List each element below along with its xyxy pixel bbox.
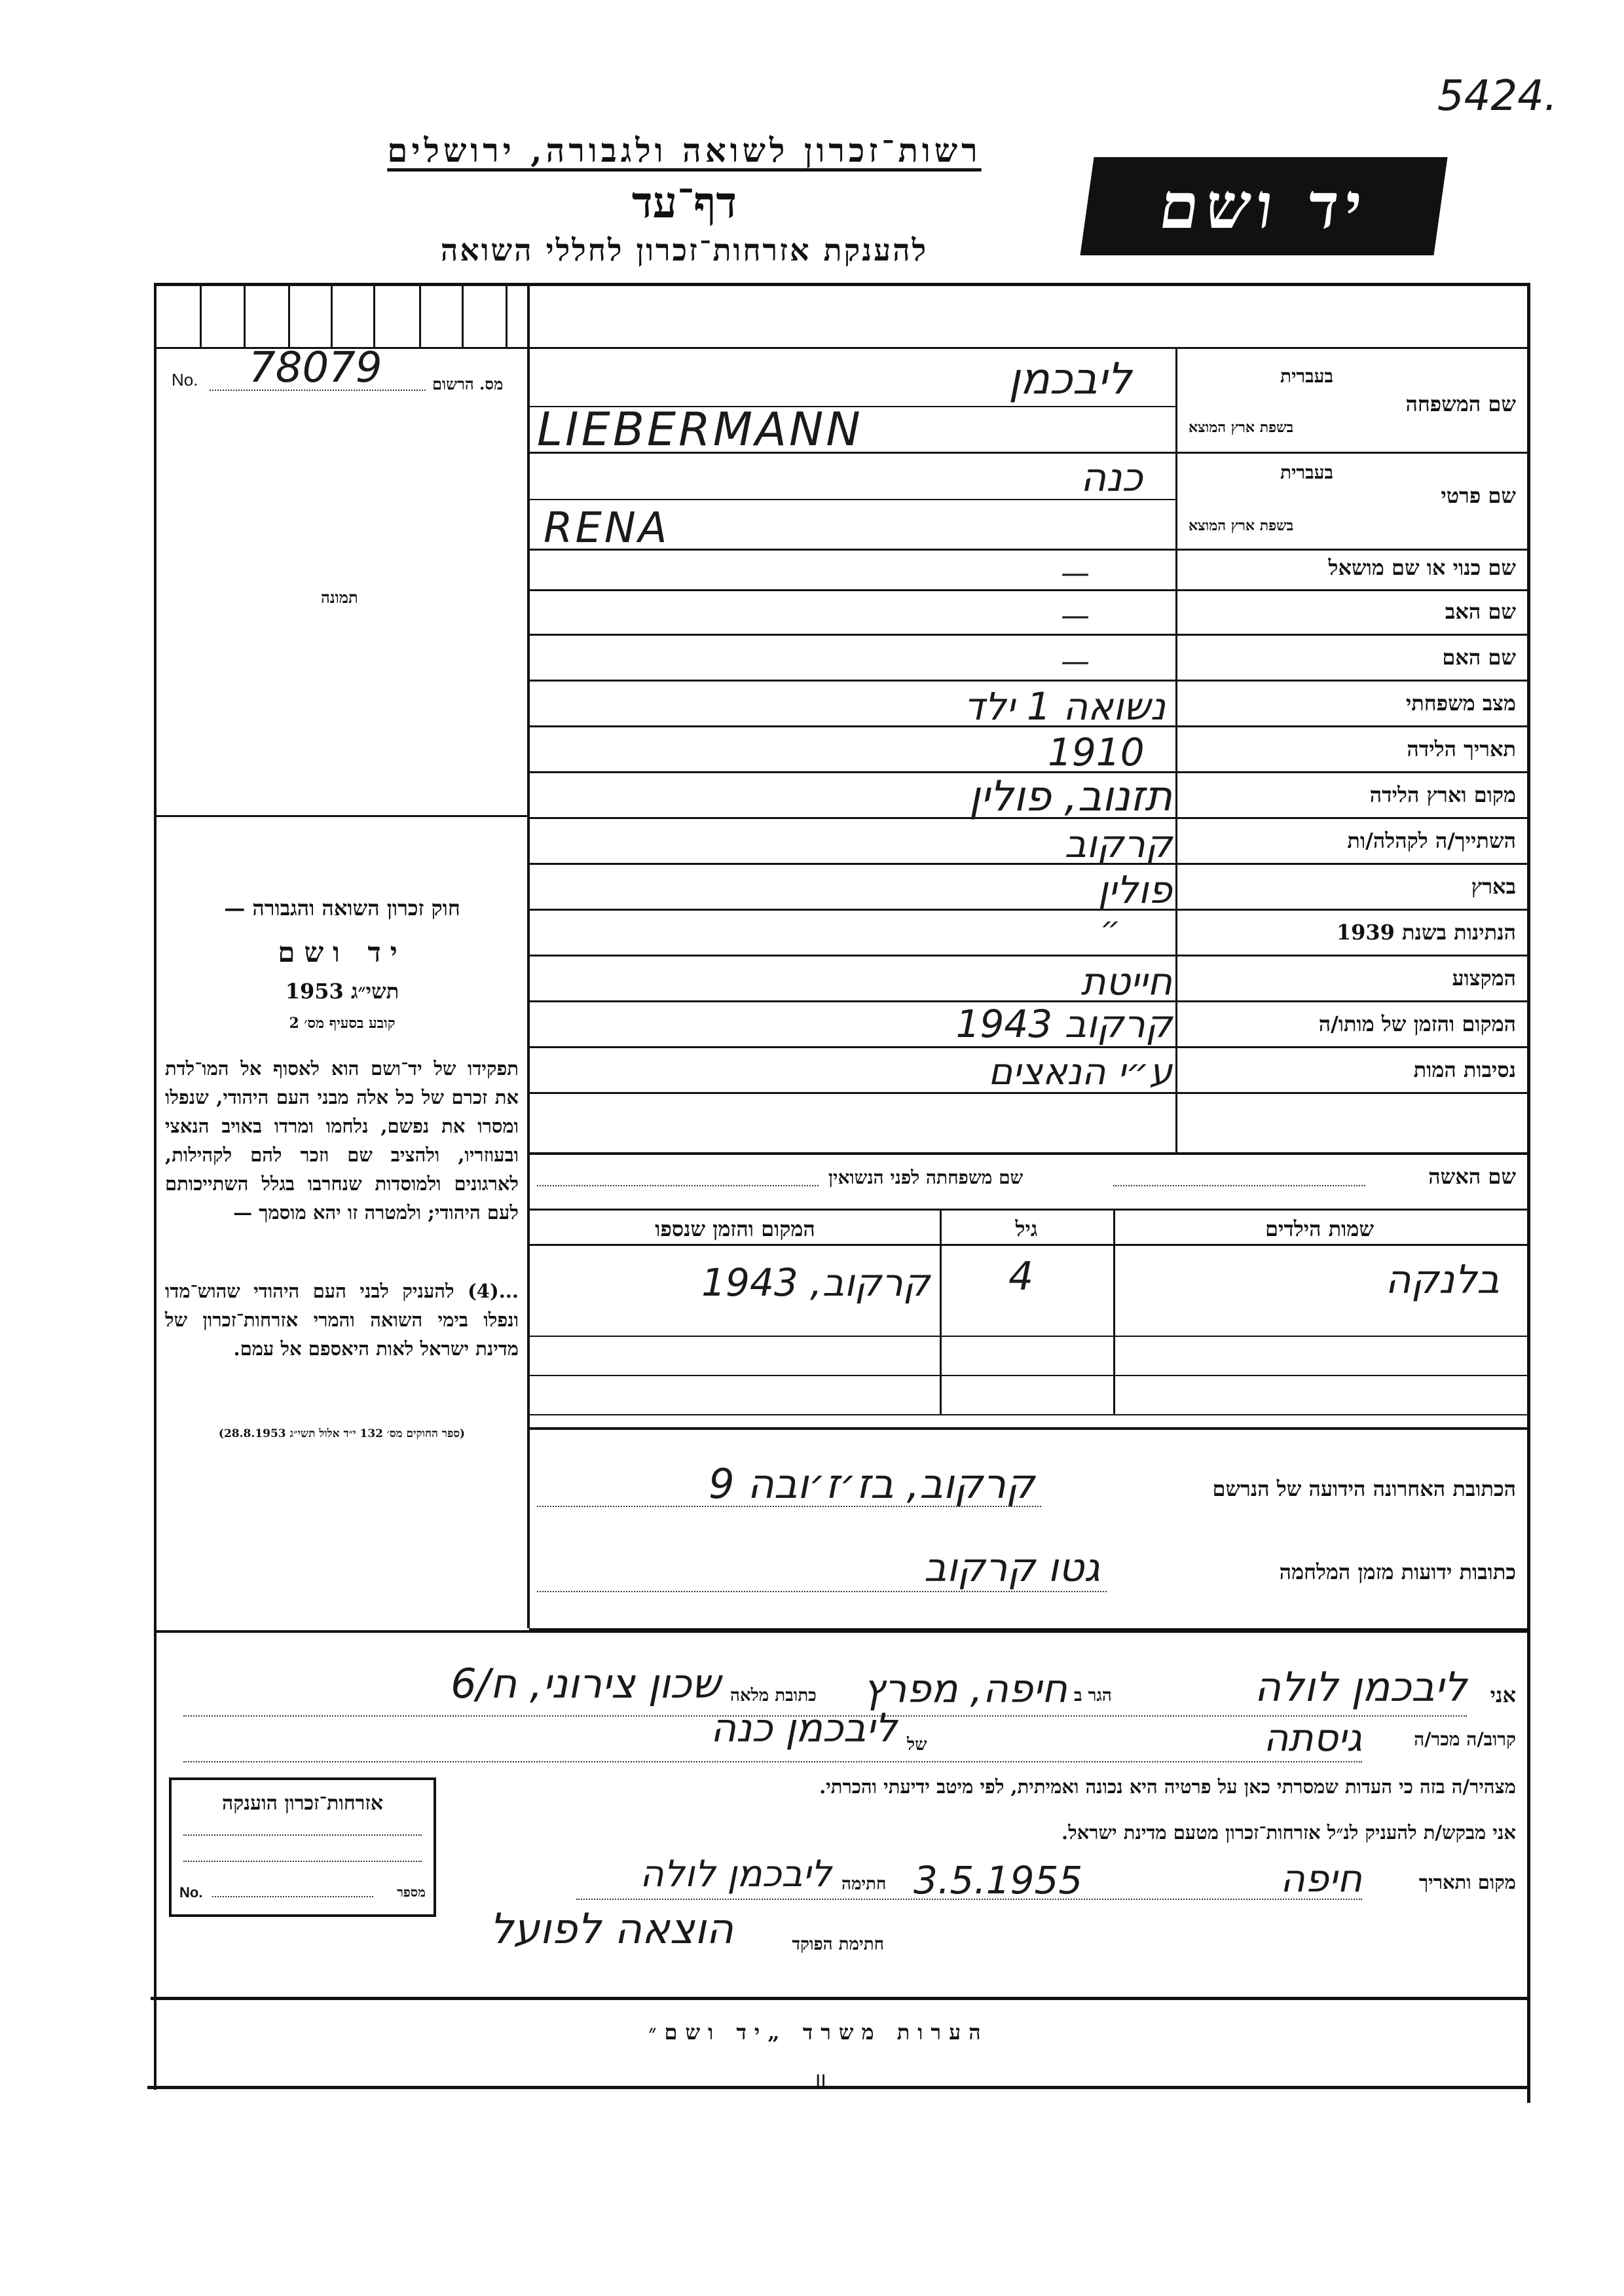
children-place-header: המקום והזמן שנספו: [655, 1216, 815, 1241]
yad-vashem-logo: [1080, 157, 1447, 255]
law-year: תשי״ג 1953: [285, 979, 399, 1004]
grant-box: [169, 1777, 436, 1917]
resident-label: הגר ב: [1074, 1686, 1112, 1705]
registration-no-label: No.: [172, 370, 198, 390]
law-clause: קובע בסעיף מס׳ 2: [289, 1015, 396, 1032]
law-title: חוק זכרון השואה והגבורה —: [224, 896, 460, 920]
community-value: קרקוב: [1064, 822, 1172, 866]
address-section-top: [529, 1427, 1529, 1430]
officer-label: חתימת הפוקד: [792, 1935, 884, 1954]
declaration-top: [154, 1630, 1529, 1633]
child-name: בלנקה: [1385, 1257, 1500, 1303]
cell-divider: [288, 283, 290, 347]
corner-number: 5424.: [1437, 72, 1558, 120]
grant-box-title: אזרחות־זכרון הוענקה: [221, 1792, 384, 1815]
children-row-line: [529, 1414, 1529, 1415]
place-date-dots: [576, 1899, 1362, 1900]
first-name-origin-label: בשפת ארץ המוצא: [1189, 517, 1294, 534]
spouse-maiden-label: שם משפחתה לפני הנשואין: [828, 1167, 1024, 1188]
profession-value: חייטת: [1080, 959, 1172, 1004]
notes-top: [151, 1997, 1529, 2000]
children-names-header: שמות הילדים: [1265, 1216, 1374, 1241]
last-address-value: קרקוב, בז׳ז׳ובה 9: [709, 1460, 1035, 1508]
frame-right: [1527, 283, 1530, 2103]
mother-value: —: [1061, 645, 1090, 678]
first-name-label: שם פרטי: [1441, 483, 1516, 508]
place-date-label: מקום ותאריך: [1418, 1871, 1516, 1893]
citizenship-value: ״: [1100, 910, 1120, 947]
last-address-dots: [537, 1506, 1041, 1507]
citizenship-label: הנתינות בשנת 1939: [1336, 920, 1516, 945]
address-label: כתובת מלאה: [730, 1686, 817, 1705]
declaration-ani: אני: [1490, 1683, 1516, 1707]
row-line: [529, 680, 1529, 682]
death-cause-value: ע״י הנאצים: [988, 1051, 1172, 1093]
death-place-value: קרקוב 1943: [955, 1002, 1172, 1046]
family-name-origin-value: LIEBERMANN: [537, 403, 863, 456]
mother-label: שם האם: [1442, 645, 1516, 670]
registration-number: 78079: [249, 344, 382, 392]
marital-label: מצב משפחתי: [1405, 691, 1516, 716]
cell-divider: [200, 283, 202, 347]
children-header-bottom: [529, 1244, 1529, 1246]
country-label: בארץ: [1471, 874, 1516, 899]
row-line: [529, 1046, 1529, 1048]
photo-label: תמונה: [321, 588, 358, 607]
notes-label: הערות משרד „יד ושם״: [648, 2020, 989, 2045]
birth-place-value: תזנוב, פולין: [969, 773, 1172, 821]
resident-value: חיפה, מפרץ: [863, 1666, 1067, 1712]
cell-divider: [419, 283, 421, 347]
spouse-dots: [1113, 1185, 1365, 1186]
spouse-maiden-dots: [537, 1185, 819, 1186]
frame-left: [154, 283, 157, 2090]
footer-mark: II: [815, 2071, 826, 2092]
row-line: [529, 1152, 1529, 1155]
cell-divider: [331, 283, 333, 347]
spouse-label: שם האשה: [1428, 1164, 1516, 1189]
cell-divider: [462, 283, 464, 347]
row-line: [529, 955, 1529, 957]
relation-value: גיסתה: [1263, 1715, 1362, 1760]
father-label: שם האב: [1445, 599, 1516, 624]
family-name-label: שם המשפחה: [1405, 392, 1516, 416]
children-age-header: גיל: [1015, 1216, 1038, 1241]
grant-box-he-label: מספר: [397, 1884, 426, 1900]
first-name-origin-value: RENA: [544, 504, 670, 553]
statement-text: מצהיר/ה בזה כי העדות שמסרתי כאן על פרטיה היא נכונה ואמיתית, לפי מיטב ידיעתי והכרתי.: [819, 1776, 1516, 1798]
of-value: ליבכמן כנה: [710, 1705, 897, 1751]
date-value: 3.5.1955: [913, 1858, 1083, 1903]
child-age: 4: [1008, 1254, 1034, 1300]
photo-area-bottom: [154, 815, 528, 817]
nickname-label: שם כנוי או שם מושאל: [1328, 555, 1516, 580]
address-value: שכון צירוני, ח/6: [451, 1660, 720, 1707]
row-line: [529, 549, 1529, 551]
birth-place-label: מקום וארץ הלידה: [1369, 782, 1516, 807]
nickname-value: —: [1061, 556, 1090, 590]
row-line: [529, 634, 1529, 636]
cell-divider: [244, 283, 246, 347]
children-row-line: [529, 1375, 1529, 1376]
registration-he-label: מס. הרשום: [432, 374, 504, 393]
profession-label: המקצוע: [1452, 966, 1516, 991]
father-value: —: [1061, 599, 1090, 632]
declarant-value: ליבכמן לולה: [1254, 1663, 1467, 1711]
birth-date-label: תאריך הלידה: [1407, 737, 1516, 761]
war-address-label: כתובות ידועות מזמן המלחמה: [1279, 1559, 1516, 1584]
label-column-divider: [1175, 347, 1177, 1152]
law-reference: (ספר החוקים מס׳ 132 י״ד אלול תשי״ג 28.8.1953): [218, 1427, 466, 1440]
cell-divider: [506, 283, 507, 347]
grant-box-no-dots: [212, 1896, 373, 1897]
grant-box-dots-1: [183, 1834, 422, 1836]
of-label: של: [907, 1735, 927, 1755]
law-paragraph-2: ...(4) להעניק לבני העם היהודי שהוש־מדו ונפלו בימי השואה והמרי אזרחות־זכרון של מדינת ישראל לאות היאספם אל עמם.: [165, 1280, 519, 1360]
form-subtitle: להענקת אזרחות־זכרון לחללי השואה: [440, 232, 929, 268]
relation-dots: [183, 1761, 1362, 1762]
family-name-hebrew-label: בעברית: [1280, 365, 1334, 387]
country-value: פולין: [1098, 867, 1172, 912]
community-label: השתייך/ה לקהלה/ות: [1347, 828, 1516, 853]
form-title: דף־עד: [631, 177, 737, 228]
law-name: יד ושם: [278, 936, 407, 968]
grant-box-no-label: No.: [179, 1884, 203, 1901]
marital-value: נשואה 1 ילד: [963, 684, 1166, 729]
request-text: אני מבקש/ת להעניק לנ״ל אזרחות־זכרון מטעם מדינת ישראל.: [1061, 1821, 1516, 1844]
first-name-hebrew-label: בעברית: [1280, 462, 1334, 483]
family-name-hebrew-value: ליבכמן: [1008, 354, 1132, 404]
signature-label: חתימה: [841, 1874, 887, 1894]
law-paragraph-1: תפקידו של יד־ושם הוא לאסוף אל המו־לדת את זכרם של כל אלה מבני העם היהודי, שנפלו ומסרו את נפשם, נלחמו ומרדו באויב הנאצי ובעוזריו, ולהציב שם וזכר להם לקהילות, לארגונים ולמוסדות שנחרבו בגלל השתייכותם לעם היהודי; ולמטרה זו יהא מוסמך —: [165, 1057, 519, 1224]
children-col-divider: [940, 1209, 942, 1415]
row-line: [529, 589, 1529, 591]
child-place: קרקוב, 1943: [701, 1260, 930, 1305]
death-cause-label: נסיבות המות: [1413, 1057, 1516, 1082]
first-name-hebrew-value: כנה: [1080, 455, 1143, 501]
war-address-value: גטו קרקוב: [923, 1545, 1100, 1591]
officer-signature: הוצאה לפועל: [489, 1905, 733, 1954]
frame-bottom: [147, 2086, 1530, 2089]
birth-date-value: 1910: [1048, 730, 1145, 774]
authority-title: רשות־זכרון לשואה ולגבורה, ירושלים: [387, 131, 982, 170]
cell-divider: [373, 283, 375, 347]
children-row-line: [529, 1336, 1529, 1337]
frame-top: [154, 283, 1529, 286]
grant-box-dots-2: [183, 1861, 422, 1862]
family-name-origin-label: בשפת ארץ המוצא: [1189, 419, 1294, 436]
death-place-label: המקום והזמן של מותו/ה: [1318, 1011, 1516, 1036]
relation-label: קרוב/ה מכר/ה: [1414, 1728, 1516, 1750]
war-address-dots: [537, 1591, 1107, 1592]
place-value: חיפה: [1280, 1856, 1362, 1901]
logo-text: יד ושם: [1154, 169, 1373, 243]
children-col-divider: [1113, 1209, 1115, 1415]
signature-value: ליבכמן לולה: [640, 1853, 832, 1895]
row-sub-line: [529, 499, 1176, 500]
children-table-top: [529, 1209, 1529, 1211]
last-address-label: הכתובת האחרונה הידועה של הנרשם: [1212, 1476, 1516, 1501]
